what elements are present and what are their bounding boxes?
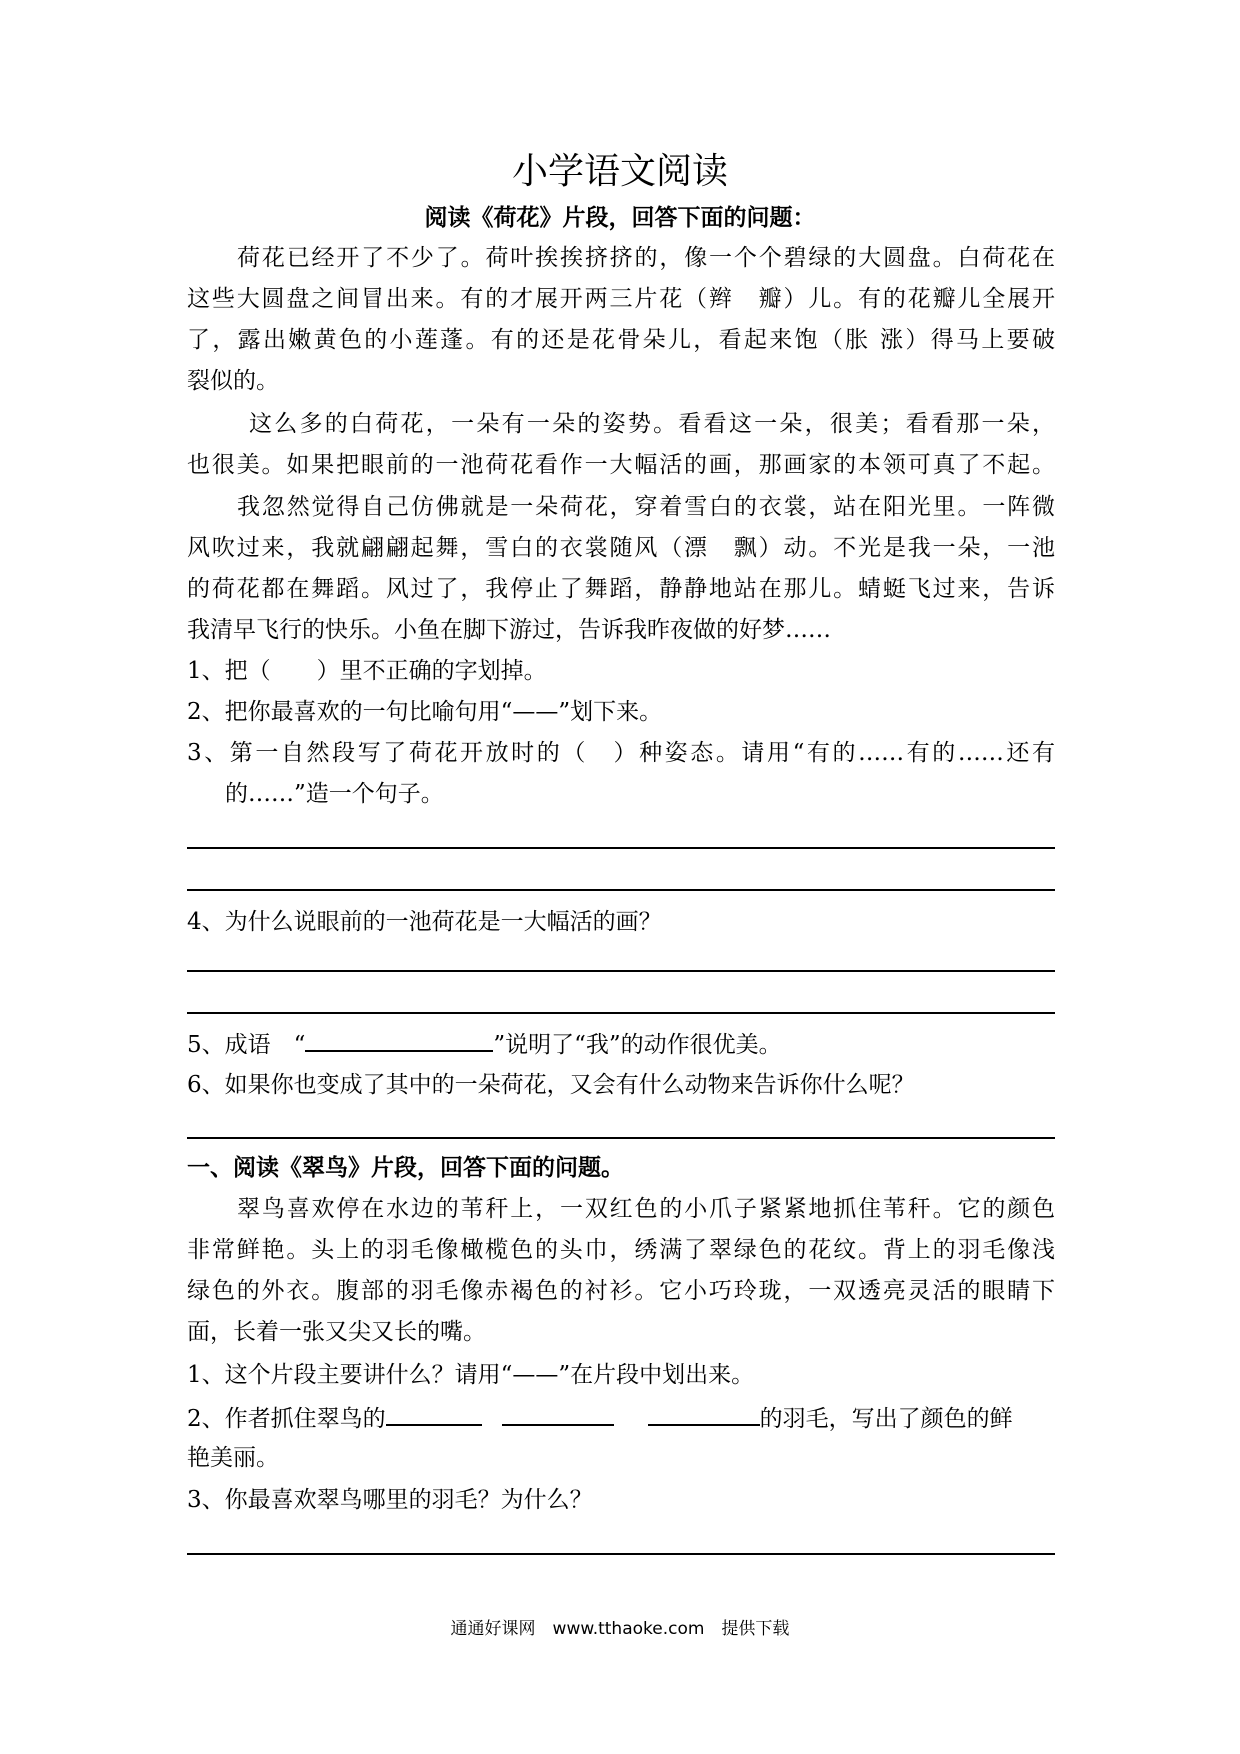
- s2-question-2-line2: 艳美丽。: [187, 1445, 279, 1471]
- s1-question-6: 6、如果你也变成了其中的一朵荷花，又会有什么动物来告诉你什么呢？: [187, 1072, 915, 1098]
- s2-p-line3: 绿色的外衣。腹部的羽毛像赤褐色的衬衫。它小巧玲珑，一双透亮灵活的眼睛下: [187, 1278, 1055, 1304]
- s1-p2-line1: 这么多的白荷花，一朵有一朵的姿势。看看这一朵，很美；看看那一朵，: [249, 411, 1055, 437]
- feather-blank-3[interactable]: [648, 1402, 760, 1426]
- s2-question-2-suffix: 的羽毛，写出了颜色的鲜: [759, 1406, 1013, 1432]
- page-title: 小学语文阅读: [511, 151, 728, 192]
- s1-p1-line1: 荷花已经开了不少了。荷叶挨挨挤挤的，像一个个碧绿的大圆盘。白荷花在: [237, 245, 1055, 271]
- s1-question-5-prefix: 5、成语 “: [187, 1032, 306, 1058]
- s2-p-line2: 非常鲜艳。头上的羽毛像橄榄色的头巾，绣满了翠绿色的花纹。背上的羽毛像浅: [187, 1237, 1055, 1263]
- section2-heading: 一、阅读《翠鸟》片段，回答下面的问题。: [187, 1154, 624, 1181]
- s1-question-5-suffix: ”说明了“我”的动作很优美。: [493, 1032, 782, 1058]
- idiom-blank[interactable]: [305, 1028, 493, 1052]
- s1-question-5: [187, 1028, 1055, 1060]
- answer-line[interactable]: [187, 1137, 1055, 1139]
- s1-p1-line2: 这些大圆盘之间冒出来。有的才展开两三片花（辫 瓣）儿。有的花瓣儿全展开: [187, 286, 1055, 312]
- s2-question-1: 1、这个片段主要讲什么？请用“——”在片段中划出来。: [187, 1362, 755, 1388]
- answer-line[interactable]: [187, 970, 1055, 972]
- s1-question-1: 1、把（ ）里不正确的字划掉。: [187, 658, 547, 684]
- footer-credit: 通通好课网 www.tthaoke.com 提供下载: [450, 1619, 790, 1639]
- s1-question-3-line2: 的……”造一个句子。: [225, 781, 444, 807]
- s2-question-3: 3、你最喜欢翠鸟哪里的羽毛？为什么？: [187, 1487, 593, 1513]
- feather-blank-1[interactable]: [386, 1402, 482, 1426]
- s1-p3-line4: 我清早飞行的快乐。小鱼在脚下游过，告诉我昨夜做的好梦……: [187, 617, 831, 643]
- s1-question-2: 2、把你最喜欢的一句比喻句用“——”划下来。: [187, 699, 663, 725]
- s1-p1-line4: 裂似的。: [187, 368, 279, 394]
- s1-p3-line2: 风吹过来，我就翩翩起舞，雪白的衣裳随风（漂 飘）动。不光是我一朵，一池: [187, 535, 1055, 561]
- answer-line[interactable]: [187, 847, 1055, 849]
- feather-blank-2[interactable]: [502, 1402, 614, 1426]
- s2-p-line4: 面，长着一张又尖又长的嘴。: [187, 1319, 486, 1345]
- s2-p-line1: 翠鸟喜欢停在水边的苇秆上，一双红色的小爪子紧紧地抓住苇秆。它的颜色: [237, 1196, 1055, 1222]
- s1-p2-line2: 也很美。如果把眼前的一池荷花看作一大幅活的画，那画家的本领可真了不起。: [187, 452, 1055, 478]
- s1-question-4: 4、为什么说眼前的一池荷花是一大幅活的画？: [187, 909, 662, 935]
- s1-p3-line1: 我忽然觉得自己仿佛就是一朵荷花，穿着雪白的衣裳，站在阳光里。一阵微: [237, 494, 1055, 520]
- s2-question-2-prefix: 2、作者抓住翠鸟的: [187, 1406, 386, 1432]
- answer-line[interactable]: [187, 1012, 1055, 1014]
- s1-p3-line3: 的荷花都在舞蹈。风过了，我停止了舞蹈，静静地站在那儿。蜻蜓飞过来，告诉: [187, 576, 1055, 602]
- section1-heading: 阅读《荷花》片段，回答下面的问题：: [424, 204, 816, 231]
- answer-line[interactable]: [187, 889, 1055, 891]
- s1-p1-line3: 了，露出嫩黄色的小莲蓬。有的还是花骨朵儿，看起来饱（胀 涨）得马上要破: [187, 327, 1055, 353]
- answer-line[interactable]: [187, 1553, 1055, 1555]
- s1-question-3-line1: 3、第一自然段写了荷花开放时的（ ）种姿态。请用“有的……有的……还有: [187, 740, 1055, 766]
- s2-question-2: [187, 1402, 1055, 1434]
